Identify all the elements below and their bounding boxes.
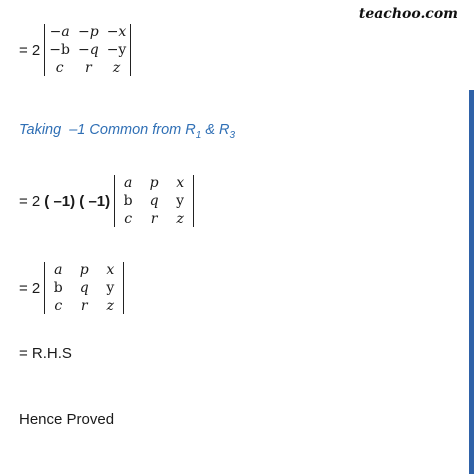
matrix-cell: r [150, 211, 158, 227]
equation-prefix: = 2 [19, 279, 41, 297]
rhs-line: = R.H.S [19, 345, 72, 362]
matrix-cell: a [54, 262, 63, 278]
matrix-cell: c [124, 211, 133, 227]
factor-terms: ( –1) ( –1) [44, 192, 111, 210]
matrix-cell: x [106, 262, 115, 278]
scrollbar[interactable] [469, 90, 474, 474]
matrix-cell: z [176, 211, 184, 227]
explanation-text: Taking –1 Common from R [19, 122, 196, 138]
equation-prefix: = 2 [19, 41, 41, 59]
matrix-cell: q [79, 280, 89, 296]
matrix-cell: −p [77, 24, 99, 40]
matrix-cell: b [123, 193, 133, 209]
teachoo-logo: teachoo.com [358, 6, 458, 22]
matrix-cell: p [79, 262, 89, 278]
matrix-cell: z [106, 298, 114, 314]
subscript-1: 1 [195, 129, 202, 141]
matrix-cell: p [149, 175, 159, 191]
subscript-3: 3 [229, 129, 236, 141]
determinant-2 [114, 175, 194, 227]
conclusion-line: Hence Proved [19, 411, 115, 428]
determinant-1 [44, 24, 131, 76]
matrix-cell: −b [49, 42, 70, 58]
matrix-cell: −a [49, 24, 70, 40]
equation-prefix: = 2 [19, 192, 41, 210]
equation-line-2 [19, 175, 194, 227]
equation-line-3 [19, 262, 124, 314]
matrix-cell: z [112, 60, 121, 76]
matrix-cell: c [55, 60, 64, 76]
matrix-cell: b [53, 280, 63, 296]
matrix-cell: −y [106, 42, 127, 58]
matrix-cell: x [176, 175, 185, 191]
matrix-cell: −q [77, 42, 99, 58]
matrix-cell: q [149, 193, 159, 209]
determinant-3 [44, 262, 124, 314]
matrix-cell: c [54, 298, 63, 314]
matrix-cell: −x [106, 24, 127, 40]
explanation-note [19, 122, 235, 141]
matrix-cell: y [176, 193, 185, 209]
equation-line-1 [19, 24, 131, 76]
matrix-cell: y [106, 280, 115, 296]
matrix-cell: a [123, 175, 133, 191]
matrix-cell: r [84, 60, 92, 76]
explanation-amp: & R [201, 122, 230, 138]
matrix-cell: r [80, 298, 88, 314]
